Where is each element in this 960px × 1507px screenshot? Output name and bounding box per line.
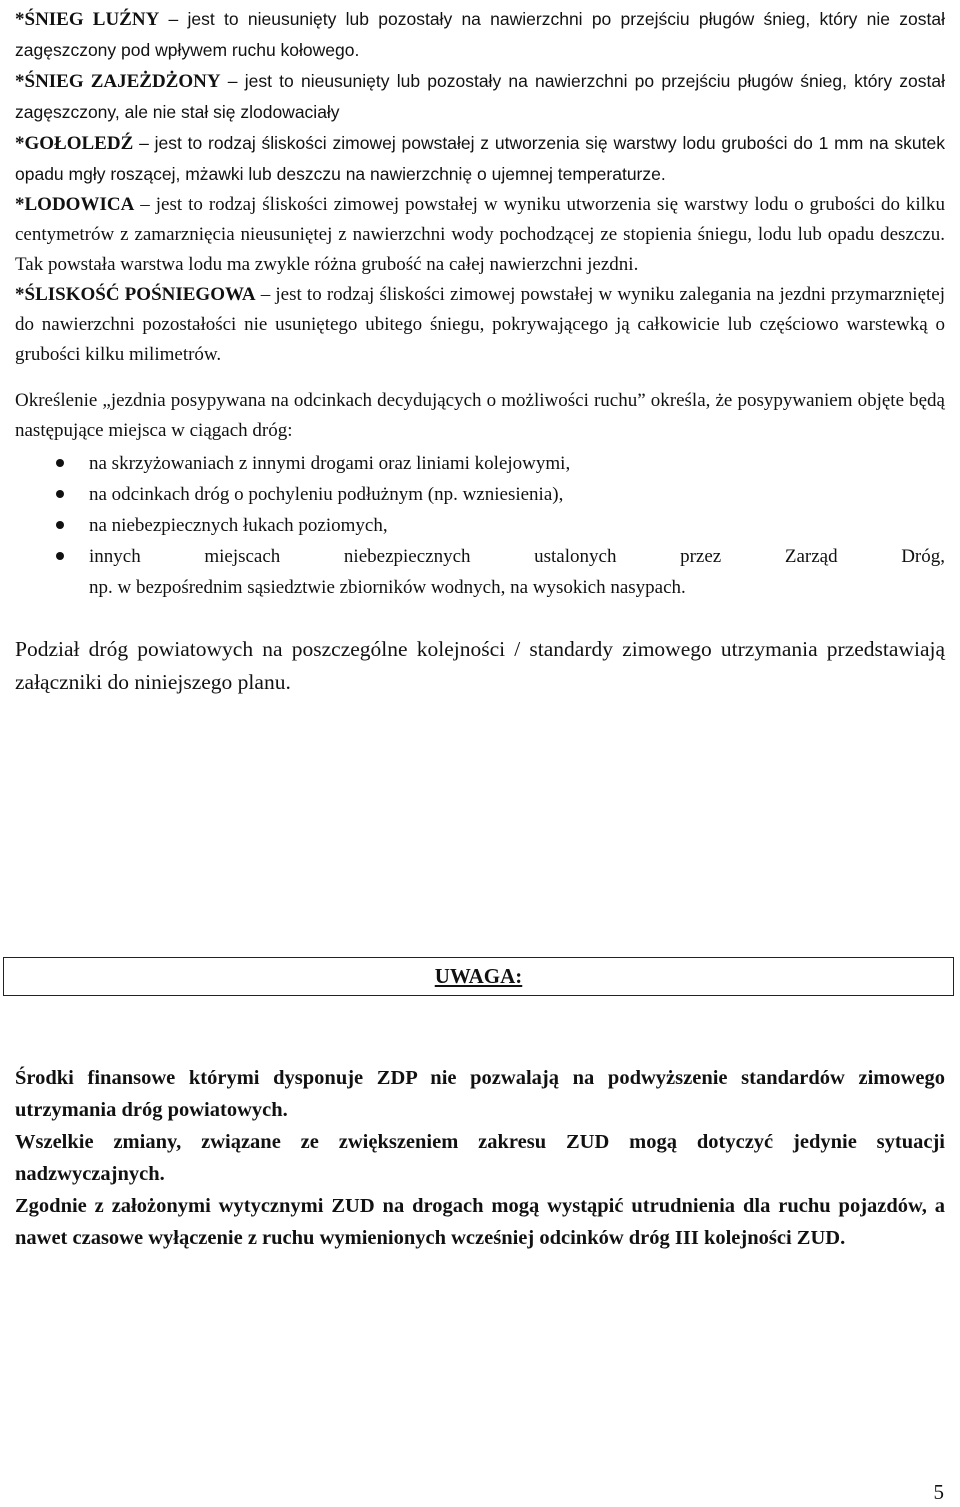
definition-term: *ŚNIEG ZAJEŻDŻONY [15, 71, 221, 92]
definition-text: – jest to rodzaj śliskości zimowej powstałej z utworzenia się warstwy lodu grubości do 1 mm na skutek opadu mgły roszącej, mżawki lub deszczu na nawierzchnię o ujemnej temperaturze. [15, 133, 945, 184]
definition-term: *LODOWICA [15, 194, 135, 215]
notes-section [15, 1062, 945, 1254]
definition-text: – jest to nieusunięty lub pozostały na nawierzchni po przejściu pługów śnieg, który został zagęszczony, ale nie stał się zlodowaciały [15, 71, 945, 122]
definition-term: *GOŁOLEDŹ [15, 133, 134, 154]
list-item [15, 510, 945, 541]
note-paragraph: Środki finansowe którymi dysponuje ZDP nie pozwalają na podwyższenie standardów zimowego utrzymania dróg powiatowych. [15, 1067, 945, 1121]
list-item-text: na skrzyżowaniach z innymi drogami oraz liniami kolejowymi, [89, 453, 571, 474]
uwaga-box [3, 957, 954, 996]
list-item-continuation [15, 572, 945, 603]
list-item [15, 541, 945, 572]
list-item [15, 448, 945, 479]
definition-snieg-zajezdzony [15, 66, 945, 128]
podzial-paragraph: Podział dróg powiatowych na poszczególne kolejności / standardy zimowego utrzymania przedstawiają załączniki do niniejszego planu. [15, 637, 945, 694]
uwaga-title: UWAGA: [434, 964, 523, 988]
bullet-icon [56, 490, 64, 498]
bullet-icon [56, 459, 64, 467]
note-paragraph: Zgodnie z założonymi wytycznymi ZUD na drogach mogą wystąpić utrudnienia dla ruchu pojazdów, a nawet czasowe wyłączenie z ruchu wymienionych wcześniej odcinków dróg III kolejności ZUD. [15, 1195, 945, 1249]
list-item-text: na niebezpiecznych łukach poziomych, [89, 515, 388, 536]
list-item-text: np. w bezpośrednim sąsiedztwie zbiorników wodnych, na wysokich nasypach. [89, 577, 686, 598]
list-item [15, 479, 945, 510]
definition-sliskosc-posniegowa [15, 280, 945, 370]
locations-list [15, 448, 945, 603]
definition-snieg-luzny [15, 4, 945, 66]
bullet-icon [56, 521, 64, 529]
bullet-icon [56, 552, 64, 560]
intro-paragraph: Określenie „jezdnia posypywana na odcinkach decydujących o możliwości ruchu” określa, że posypywaniem objęte będą następujące miejsca w ciągach dróg: [15, 390, 945, 441]
definition-text: – jest to rodzaj śliskości zimowej powstałej w wyniku zalegania na jezdni przymarzniętej do nawierzchni pozostałości nie usuniętego ubitego śniegu, pokrywającego ją całkowicie lub częściowo warstewką o grubości kilku milimetrów. [15, 284, 945, 365]
note-paragraph: Wszelkie zmiany, związane ze zwiększeniem zakresu ZUD mogą dotyczyć jedynie sytuacji nadzwyczajnych. [15, 1131, 945, 1185]
definition-term: *ŚNIEG LUŹNY [15, 9, 160, 30]
definition-lodowica [15, 190, 945, 280]
page-number: 5 [933, 1480, 944, 1504]
list-item-text: innych miejscach niebezpiecznych ustalonych przez Zarząd Dróg, [89, 546, 945, 567]
definition-text: – jest to nieusunięty lub pozostały na nawierzchni po przejściu pługów śnieg, który nie został zagęszczony pod wpływem ruchu kołowego. [15, 9, 945, 60]
definition-text: – jest to rodzaj śliskości zimowej powstałej w wyniku utworzenia się warstwy lodu o grubości do kilku centymetrów z zamarznięcia nieusuniętej z nawierzchni wody pochodzącej ze stopienia śniegu, lodu lub opadu deszczu. Tak powstała warstwa lodu ma zwykle różna grubość na całej nawierzchni jezdni. [15, 194, 945, 275]
definition-gololedz [15, 128, 945, 190]
list-item-text: na odcinkach dróg o pochyleniu podłużnym (np. wzniesienia), [89, 484, 564, 505]
document-body [15, 4, 945, 721]
definition-term: *ŚLISKOŚĆ POŚNIEGOWA [15, 284, 256, 305]
